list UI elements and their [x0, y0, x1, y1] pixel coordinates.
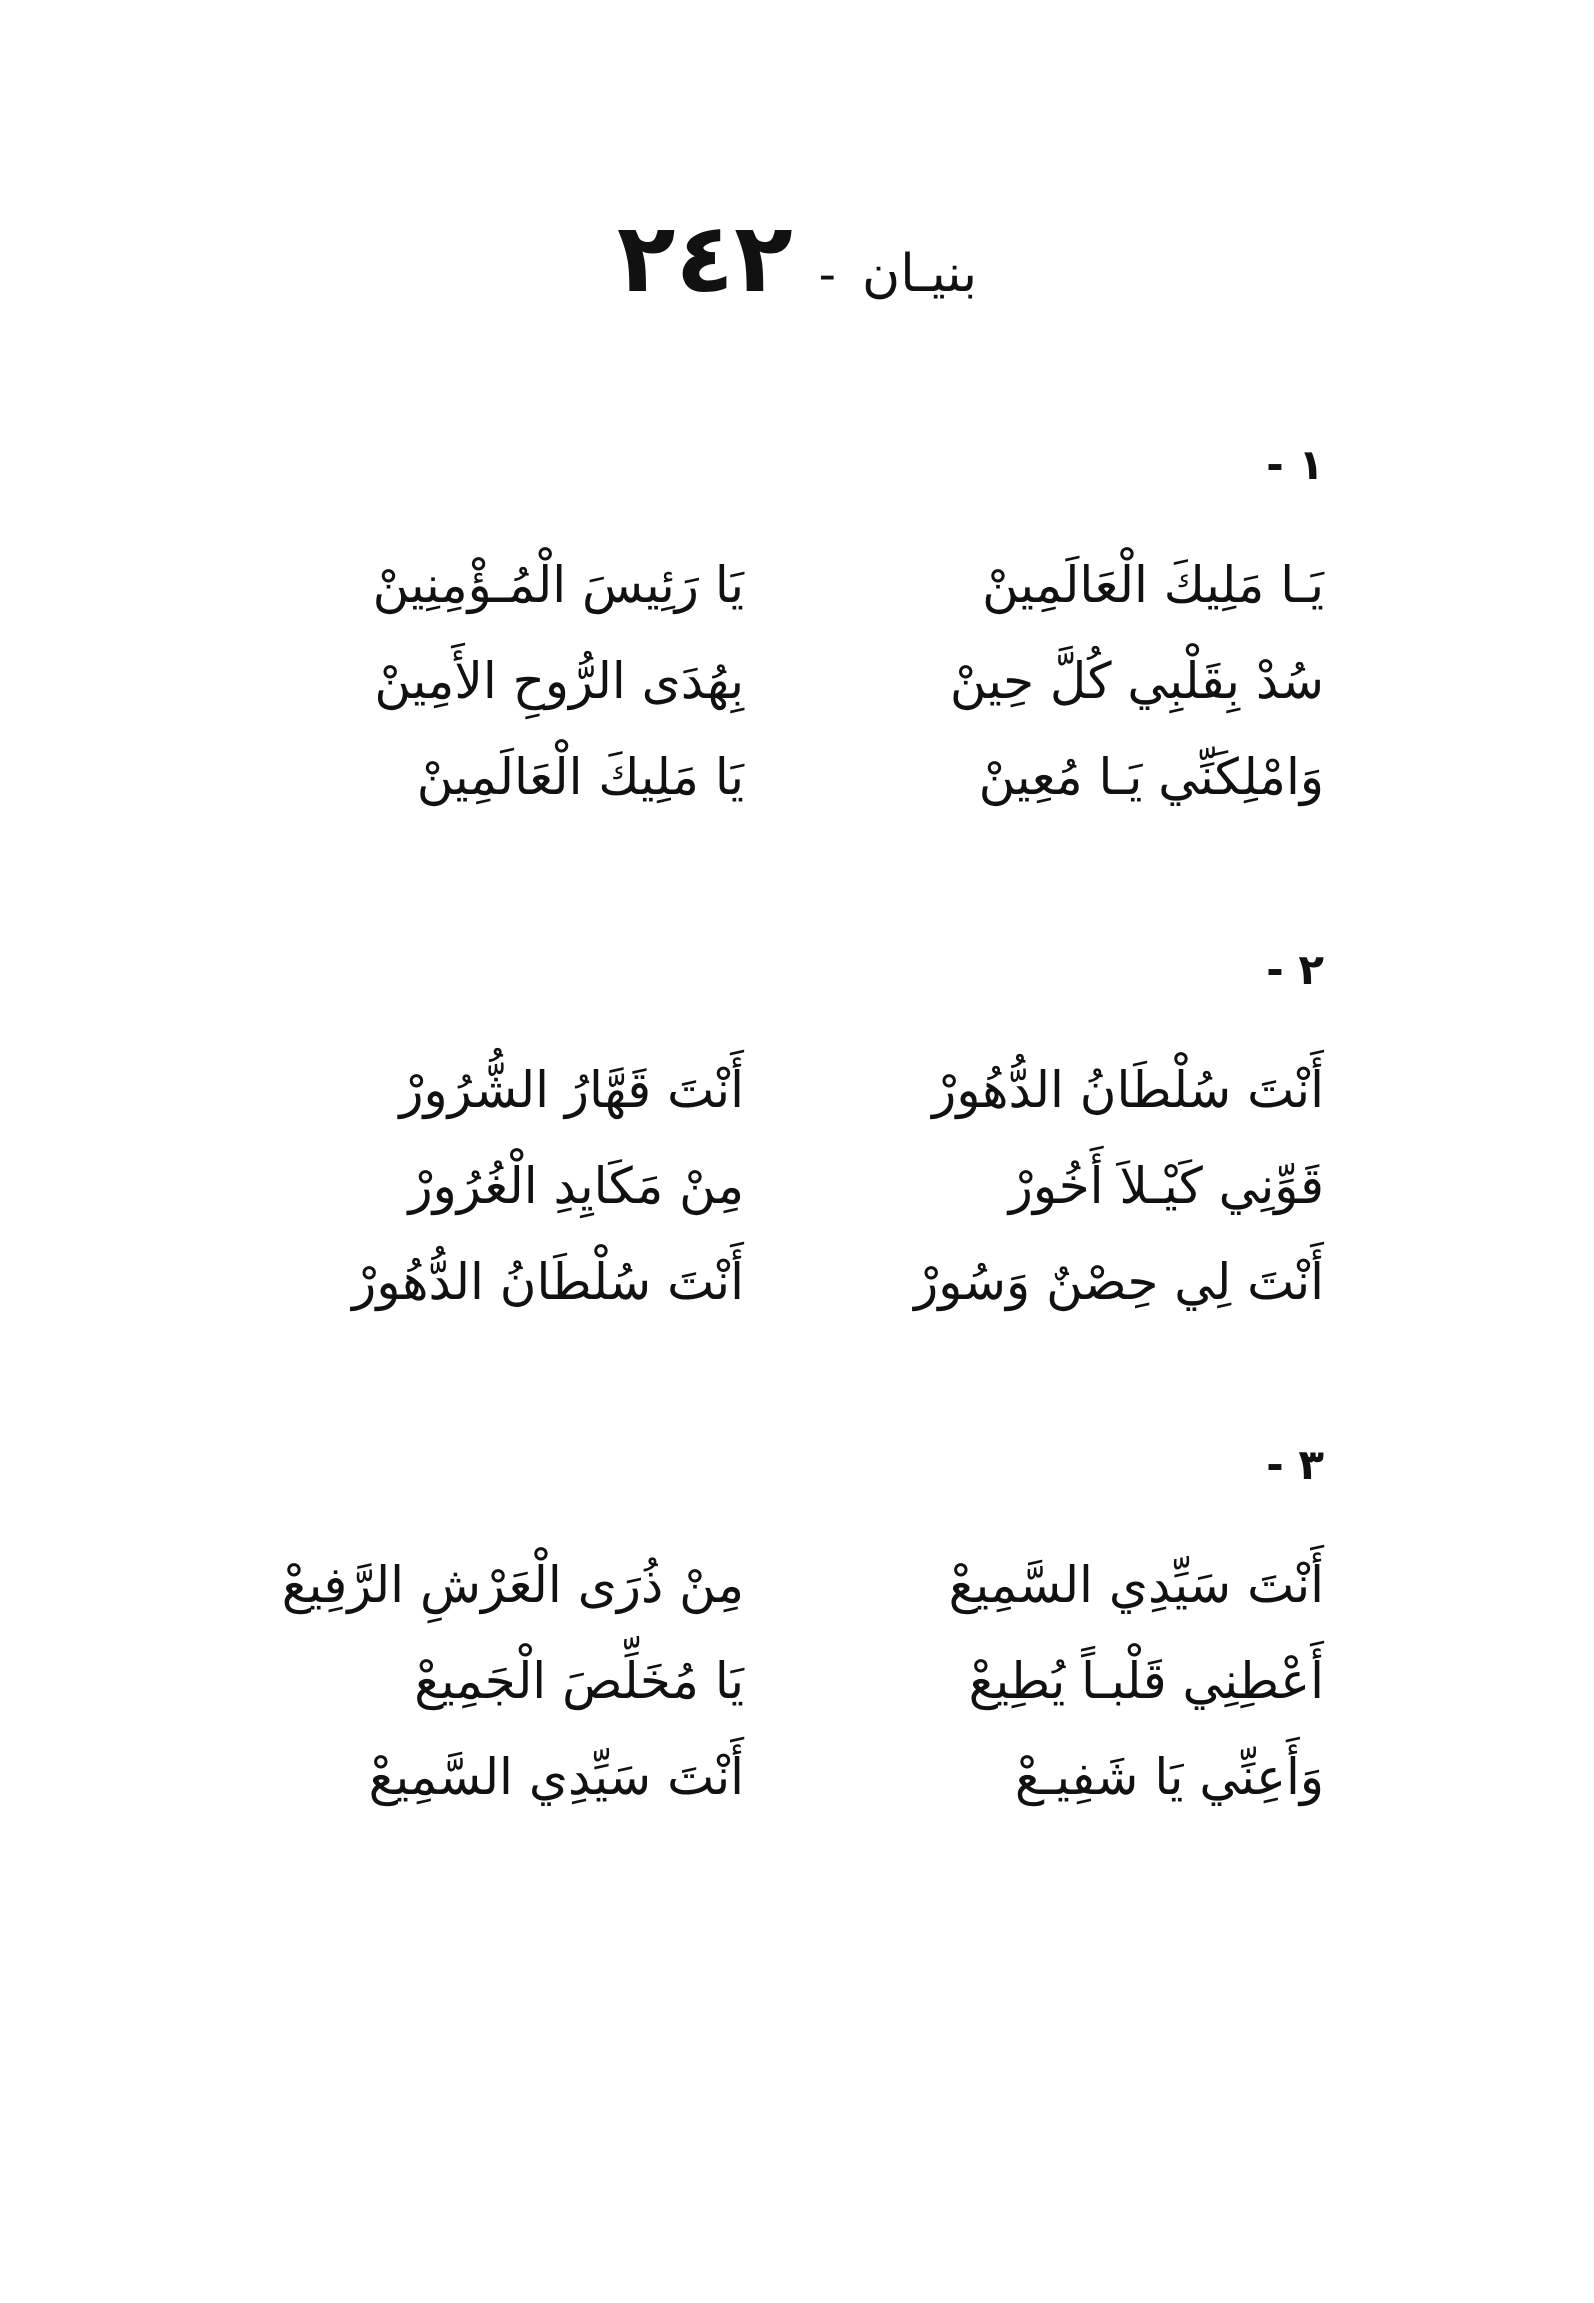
hymn-number: ٢٤٢	[616, 202, 793, 314]
verse-right-hemistich: يَـا مَلِيكَ الْعَالَمِينْ	[982, 556, 1324, 614]
hymn-header	[0, 202, 1594, 314]
verse-line	[0, 732, 1594, 822]
verse-left-hemistich: بِهُدَى الرُّوحِ الأَمِينْ	[374, 652, 744, 710]
verse-right-hemistich: قَوِّنِي كَيْـلاَ أَخُورْ	[1008, 1157, 1324, 1215]
verse-line	[0, 636, 1594, 726]
verse-right-hemistich: وَأَعِنِّي يَا شَفِيـعْ	[1014, 1748, 1324, 1806]
verse-right-hemistich: سُدْ بِقَلْبِي كُلَّ حِينْ	[949, 652, 1324, 710]
title-separator: -	[818, 247, 836, 303]
verse-left-hemistich: أَنْتَ سَيِّدِي السَّمِيعْ	[368, 1748, 744, 1806]
verse-left-hemistich: يَا مَلِيكَ الْعَالَمِينْ	[416, 748, 744, 806]
stanza-number: ٣ -	[1266, 1440, 1324, 1489]
verse-line	[0, 1141, 1594, 1231]
verse-line	[0, 1237, 1594, 1327]
verse-left-hemistich: مِنْ ذُرَى الْعَرْشِ الرَّفِيعْ	[281, 1556, 744, 1614]
verse-right-hemistich: أَعْطِنِي قَلْبـاً يُطِيعْ	[968, 1652, 1324, 1710]
verse-line	[0, 1540, 1594, 1630]
stanza-number: ٢ -	[1266, 945, 1324, 994]
verse-right-hemistich: أَنْتَ سُلْطَانُ الدُّهُورْ	[932, 1061, 1324, 1119]
verse-right-hemistich: وَامْلِكَنِّي يَـا مُعِينْ	[978, 748, 1324, 806]
hymn-title: بنيـان	[862, 244, 978, 304]
verse-line	[0, 1045, 1594, 1135]
stanza-number: ١ -	[1266, 440, 1324, 489]
verse-left-hemistich: يَا مُخَلِّصَ الْجَمِيعْ	[414, 1652, 744, 1710]
verse-right-hemistich: أَنْتَ سَيِّدِي السَّمِيعْ	[948, 1556, 1324, 1614]
verse-left-hemistich: يَا رَئِيسَ الْمُـؤْمِنِينْ	[372, 556, 744, 614]
verse-line	[0, 540, 1594, 630]
verse-line	[0, 1636, 1594, 1726]
verse-left-hemistich: أَنْتَ قَهَّارُ الشُّرُورْ	[399, 1061, 744, 1119]
verse-right-hemistich: أَنْتَ لِي حِصْنٌ وَسُورْ	[914, 1253, 1324, 1311]
verse-line	[0, 1732, 1594, 1822]
verse-left-hemistich: أَنْتَ سُلْطَانُ الدُّهُورْ	[352, 1253, 744, 1311]
verse-left-hemistich: مِنْ مَكَايِدِ الْغُرُورْ	[408, 1157, 744, 1215]
